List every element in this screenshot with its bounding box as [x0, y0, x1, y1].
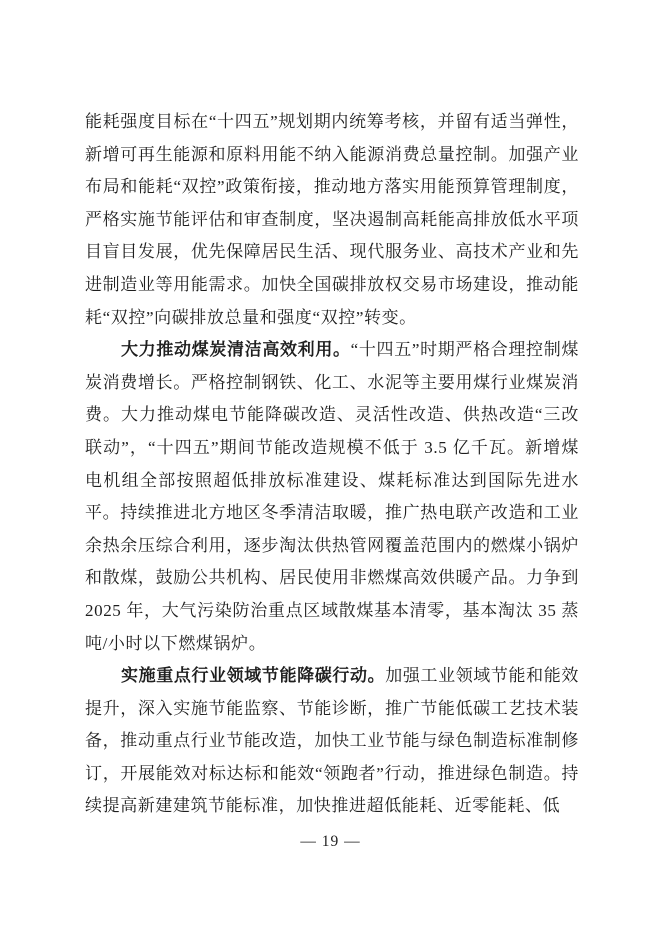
paragraph-text: “十四五”时期严格合理控制煤炭消费增长。严格控制钢铁、化工、水泥等主要用煤行业煤炭消费。大力推动煤电节能降碳改造、灵活性改造、供热改造“三改联动”，“十四五”期间节能改造规模不低于 3.5 亿千瓦。新增煤电机组全部按照超低排放标准建设、煤耗标准达到国际先进水平。持续推进北方地区冬季清洁取暖，推广热电联产改造和工业余热余压综合利用，逐步淘汰供热管网覆盖范围内的燃煤小锅炉和散煤，鼓励公共机构、居民使用非燃煤高效供暖产品。力争到 2025 年，大气污染防治重点区域散煤基本清零，基本淘汰 35 蒸吨/小时以下燃煤锅炉。 — [85, 340, 579, 653]
document-body — [85, 106, 579, 823]
paragraph-coal-clean-efficient-use — [85, 334, 579, 660]
paragraph-text: 加强工业领域节能和能效提升，深入实施节能监察、节能诊断，推广节能低碳工艺技术装备，推动重点行业节能改造，加快工业节能与绿色制造标准制修订，开展能效对标达标和能效“领跑者”行动，推进绿色制造。持续提高新建建筑节能标准，加快推进超低能耗、近零能耗、低 — [85, 666, 579, 816]
paragraph-bold-lead: 实施重点行业领域节能降碳行动。 — [121, 666, 386, 686]
page-number: — 19 — — [300, 833, 361, 850]
paragraph-key-sector-energy-saving-action — [85, 660, 579, 823]
paragraph-bold-lead: 大力推动煤炭清洁高效利用。 — [121, 340, 351, 360]
paragraph-text: 能耗强度目标在“十四五”规划期内统筹考核，并留有适当弹性，新增可再生能源和原料用能不纳入能源消费总量控制。加强产业布局和能耗“双控”政策衔接，推动地方落实用能预算管理制度，严格实施节能评估和审查制度，坚决遏制高耗能高排放低水平项目盲目发展，优先保障居民生活、现代服务业、高技术产业和先进制造业等用能需求。加快全国碳排放权交易市场建设，推动能耗“双控”向碳排放总量和强度“双控”转变。 — [85, 112, 579, 327]
paragraph-energy-intensity-control — [85, 106, 579, 334]
